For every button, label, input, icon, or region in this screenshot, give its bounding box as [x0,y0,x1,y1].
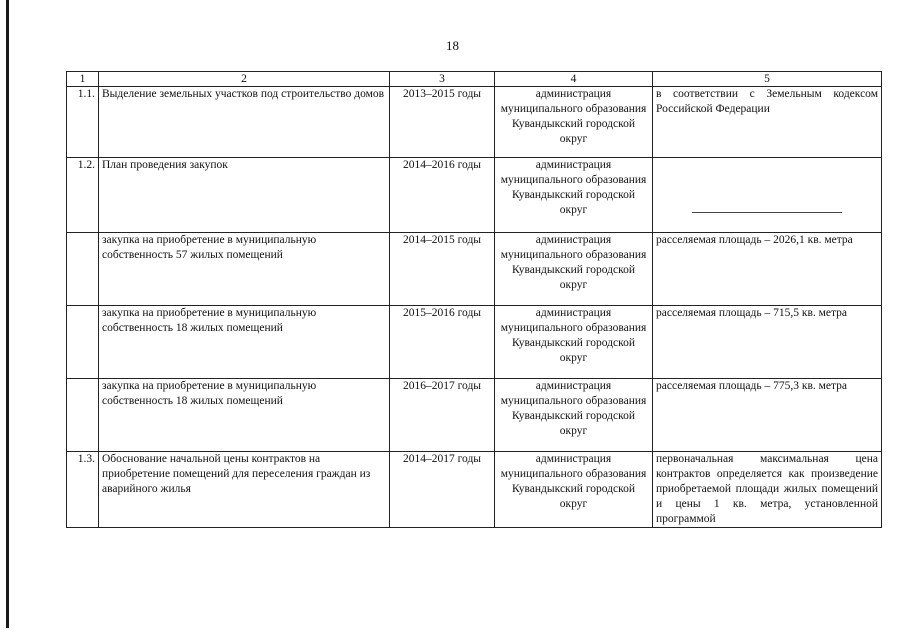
header-cell: 5 [653,72,882,87]
item-description: закупка на приобретение в муниципальную собственность 18 жилых помещений [99,306,390,379]
item-number: 1.3. [67,452,99,528]
header-cell: 4 [495,72,653,87]
item-executor: администрация муниципального образования Кувандыкский городской округ [495,379,653,452]
item-description: План проведения закупок [99,158,390,233]
header-row [67,72,882,87]
item-number [67,306,99,379]
item-executor: администрация муниципального образования Кувандыкский городской округ [495,306,653,379]
item-period: 2013–2015 годы [390,87,495,158]
header-cell: 2 [99,72,390,87]
page-edge-bar [6,0,9,628]
item-executor: администрация муниципального образования Кувандыкский городской округ [495,87,653,158]
item-description: Обоснование начальной цены контрактов на приобретение помещений для переселения граждан из аварийного жилья [99,452,390,528]
table-row [67,452,882,528]
item-result: первоначальная максимальная цена контрактов определяется как произведение приобретаемой площади жилых помещений и цены 1 кв. метра, установленной программой [653,452,882,528]
page-number: 18 [446,38,459,53]
item-number: 1.1. [67,87,99,158]
item-description: закупка на приобретение в муниципальную собственность 18 жилых помещений [99,379,390,452]
item-period: 2014–2016 годы [390,158,495,233]
item-result: в соответствии с Земельным кодексом Российской Федерации [653,87,882,158]
table-row [67,233,882,306]
table-row [67,87,882,158]
table-row [67,306,882,379]
item-executor: администрация муниципального образования Кувандыкский городской округ [495,233,653,306]
item-period: 2016–2017 годы [390,379,495,452]
item-result: расселяемая площадь – 715,5 кв. метра [653,306,882,379]
item-period: 2014–2015 годы [390,233,495,306]
item-result: расселяемая площадь – 2026,1 кв. метра [653,233,882,306]
item-number: 1.2. [67,158,99,233]
item-period: 2014–2017 годы [390,452,495,528]
item-executor: администрация муниципального образования Кувандыкский городской округ [495,452,653,528]
table-row [67,379,882,452]
header-cell: 3 [390,72,495,87]
header-cell: 1 [67,72,99,87]
table-row [67,158,882,233]
item-number [67,379,99,452]
item-executor: администрация муниципального образования Кувандыкский городской округ [495,158,653,233]
item-result: расселяемая площадь – 775,3 кв. метра [653,379,882,452]
separator-line [692,212,842,213]
item-description: Выделение земельных участков под строительство домов [99,87,390,158]
program-table [66,71,882,528]
item-result [653,158,882,233]
item-description: закупка на приобретение в муниципальную собственность 57 жилых помещений [99,233,390,306]
item-period: 2015–2016 годы [390,306,495,379]
item-number [67,233,99,306]
